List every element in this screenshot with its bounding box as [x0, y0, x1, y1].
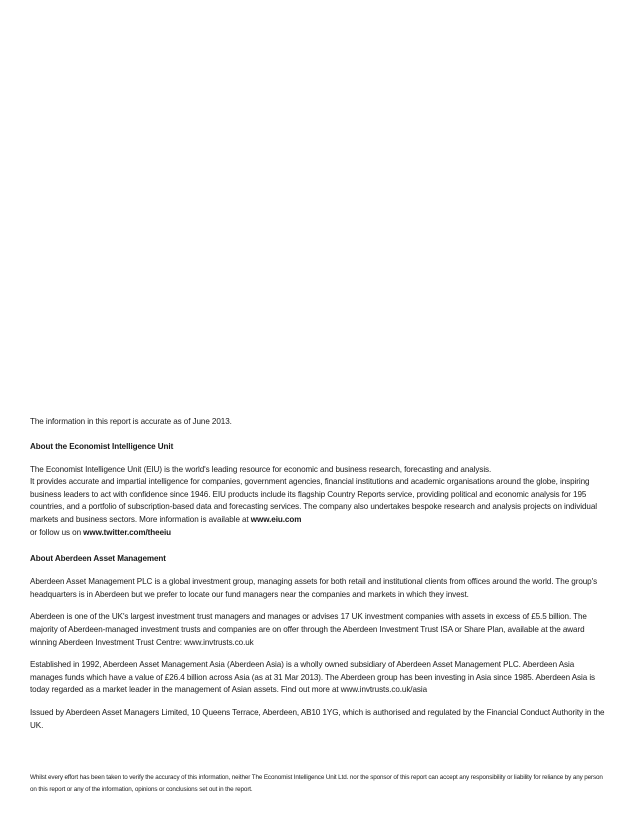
eiu-description — [30, 464, 606, 540]
eiu-website-link[interactable]: www.eiu.com — [250, 514, 302, 524]
eiu-heading: About the Economist Intelligence Unit — [30, 441, 174, 451]
aberdeen-heading: About Aberdeen Asset Management — [30, 554, 166, 564]
aberdeen-paragraph-1: Aberdeen Asset Management PLC is a global investment group, managing assets for both retail and institutional clients from offices around the world. The group's headquarters is in Aberdeen but we prefer to locate our fund managers near the companies and markets in which they invest. — [30, 577, 598, 599]
eiu-body-text: It provides accurate and impartial intelligence for companies, government agencies, financial institutions and academic organisations around the globe, inspiring business leaders to act with confidence since 1946. EIU products include its flagship Country Reports service, providing political and economic analysis for 195 countries, and a portfolio of subscription-based data and forecasting services. The company also undertakes bespoke research and analysis projects on individual markets and business sectors. More information is available at — [30, 477, 597, 524]
aberdeen-paragraph-3: Established in 1992, Aberdeen Asset Management Asia (Aberdeen Asia) is a wholly owned subsidiary of Aberdeen Asset Management PLC. Aberdeen Asia manages funds which have a value of £26.4 billion across Asia (as at 31 Mar 2013). The Aberdeen group has been investing in Asia since 1985. Aberdeen Asia is today regarded as a market leader in the management of Asian assets. Find out more at www.invtrusts.co.uk/asia — [30, 660, 596, 695]
eiu-follow-text: or follow us on — [30, 527, 84, 537]
report-back-cover-text — [30, 416, 606, 732]
aberdeen-paragraph-4: Issued by Aberdeen Asset Managers Limited, 10 Queens Terrace, Aberdeen, AB10 1YG, which is authorised and regulated by the Financial Conduct Authority in the UK. — [30, 707, 605, 730]
eiu-twitter-link[interactable]: www.twitter.com/theeiu — [83, 527, 172, 537]
aberdeen-paragraph-2: Aberdeen is one of the UK's largest investment trust managers and manages or advises 17 UK investment companies with assets in excess of £5.5 billion. The majority of Aberdeen-managed investment trusts and companies are on offer through the Aberdeen Investment Trust ISA or Share Plan, available at the award winning Aberdeen Investment Trust Centre: www.invtrusts.co.uk — [30, 612, 587, 647]
disclaimer-footnote: Whilst every effort has been taken to verify the accuracy of this information, neither The Economist Intelligence Unit Ltd. nor the sponsor of this report can accept any responsibility or liability for reliance by any person on this report or any of the information, opinions or conclusions set out in the report. — [30, 774, 603, 793]
eiu-intro-line: The Economist Intelligence Unit (EIU) is the world's leading resource for economic and business research, forecasting and analysis. — [30, 464, 492, 474]
accuracy-note: The information in this report is accurate as of June 2013. — [30, 417, 232, 426]
